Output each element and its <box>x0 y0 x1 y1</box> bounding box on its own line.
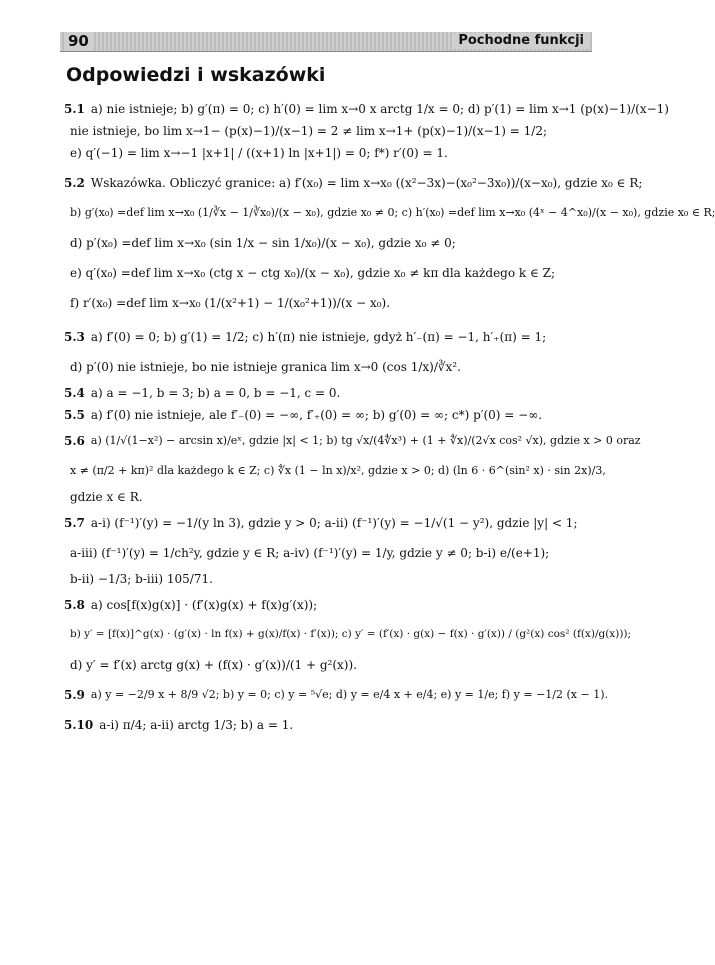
problem-number: 5.4 <box>64 385 85 400</box>
answer-text: a) a = −1, b = 3; b) a = 0, b = −1, c = 0. <box>90 385 341 400</box>
answer-line <box>64 228 594 258</box>
answer-text: b) y′ = [f(x)]^g(x) · (g′(x) · ln f(x) + g(x)/f(x) · f′(x)); c) y′ = (f′(x) · g(x) − f(x) · g′(x)) / (g²(x) cos² (f(x)/g(x))); <box>70 628 632 641</box>
answer-line <box>64 650 594 680</box>
problem-number: 5.3 <box>64 329 85 344</box>
answer-text: d) p′(x₀) =def lim x→x₀ (sin 1/x − sin 1/x₀)/(x − x₀), gdzie x₀ ≠ 0; <box>70 235 456 250</box>
answer-line <box>64 322 594 352</box>
answer-line <box>64 288 594 318</box>
answer-line <box>64 98 669 120</box>
answer-line <box>64 168 643 198</box>
answer-text: a-iii) (f⁻¹)′(y) = 1/ch²y, gdzie y ∈ R; a-iv) (f⁻¹)′(y) = 1/y, gdzie y ≠ 0; b-i) e/(e+1); <box>70 545 550 560</box>
section-title: Odpowiedzi i wskazówki <box>66 64 326 86</box>
problem-number: 5.10 <box>64 717 94 732</box>
answer-line <box>64 258 594 288</box>
problem-number: 5.1 <box>64 101 85 116</box>
answer-text: b) g′(x₀) =def lim x→x₀ (1/∛x − 1/∛x₀)/(x − x₀), gdzie x₀ ≠ 0; c) h′(x₀) =def lim x→x₀ (4ˣ − 4^x₀)/(x − x₀), gdzie x₀ ∈ R; <box>70 206 715 220</box>
answer-text: f) r′(x₀) =def lim x→x₀ (1/(x²+1) − 1/(x₀²+1))/(x − x₀). <box>70 295 391 310</box>
answer-line <box>64 120 594 142</box>
answer-text: Wskazówka. Obliczyć granice: a) f′(x₀) = lim x→x₀ ((x²−3x)−(x₀²−3x₀))/(x−x₀), gdzie x₀ ∈ R; <box>90 175 643 190</box>
answer-text: x ≠ (π/2 + kπ)² dla każdego k ∈ Z; c) ∜x (1 − ln x)/x², gdzie x > 0; d) (ln 6 · 6^(sin² x) · sin 2x)/3, <box>70 464 606 478</box>
answer-line <box>64 680 608 710</box>
answer-line <box>64 382 594 404</box>
answer-text: a) cos[f(x)g(x)] · (f′(x)g(x) + f(x)g′(x)); <box>90 597 318 612</box>
answer-text: a) f′(0) nie istnieje, ale f′₋(0) = −∞, f′₊(0) = ∞; b) g′(0) = ∞; c*) p′(0) = −∞. <box>90 407 543 422</box>
answer-line <box>64 352 594 382</box>
answer-line <box>64 538 594 568</box>
page-number: 90 <box>64 32 93 51</box>
answer-text: d) p′(0) nie istnieje, bo nie istnieje granica lim x→0 (cos 1/x)/∛x². <box>70 359 461 374</box>
answer-line <box>64 568 594 590</box>
page-header <box>60 32 592 52</box>
problem-number: 5.6 <box>64 433 85 448</box>
answer-line <box>64 198 715 228</box>
answer-text: a-i) π/4; a-ii) arctg 1/3; b) a = 1. <box>99 717 294 732</box>
problem-number: 5.8 <box>64 597 85 612</box>
answers-body <box>64 98 715 740</box>
answer-text: gdzie x ∈ R. <box>70 489 143 504</box>
answer-text: nie istnieje, bo lim x→1− (p(x)−1)/(x−1) = 2 ≠ lim x→1+ (p(x)−1)/(x−1) = 1/2; <box>70 123 548 138</box>
problem-number: 5.7 <box>64 515 85 530</box>
answer-text: e) q′(x₀) =def lim x→x₀ (ctg x − ctg x₀)/(x − x₀), gdzie x₀ ≠ kπ dla każdego k ∈ Z; <box>70 265 556 280</box>
answer-line <box>64 620 632 650</box>
answer-line <box>64 486 594 508</box>
answer-text: a) (1/√(1−x²) − arcsin x)/eˣ, gdzie |x| < 1; b) tg √x/(4∜x³) + (1 + ∜x)/(2√x cos² √x), gdzie x > 0 oraz <box>90 434 641 448</box>
problem-number: 5.2 <box>64 175 85 190</box>
answer-text: d) y′ = f′(x) arctg g(x) + (f(x) · g′(x))/(1 + g²(x)). <box>70 657 357 672</box>
answer-text: a) nie istnieje; b) g′(π) = 0; c) h′(0) = lim x→0 x arctg 1/x = 0; d) p′(1) = lim x→1 (p(x)−1)/(x−1) <box>90 101 669 116</box>
running-title: Pochodne funkcji <box>454 33 588 49</box>
answer-line <box>64 508 594 538</box>
problem-number: 5.9 <box>64 687 85 702</box>
answer-line <box>64 426 641 456</box>
answer-line <box>64 590 594 620</box>
answer-line <box>64 456 606 486</box>
answer-text: e) q′(−1) = lim x→−1 |x+1| / ((x+1) ln |x+1|) = 0; f*) r′(0) = 1. <box>70 145 448 160</box>
answer-line <box>64 404 594 426</box>
answer-text: a) f′(0) = 0; b) g′(1) = 1/2; c) h′(π) nie istnieje, gdyż h′₋(π) = −1, h′₊(π) = 1; <box>90 329 547 344</box>
problem-number: 5.5 <box>64 407 85 422</box>
answer-text: a) y = −2/9 x + 8/9 √2; b) y = 0; c) y = ⁵√e; d) y = e/4 x + e/4; e) y = 1/e; f) y = −1/2 (x − 1). <box>90 688 608 702</box>
answer-line <box>64 710 594 740</box>
answer-text: a-i) (f⁻¹)′(y) = −1/(y ln 3), gdzie y > 0; a-ii) (f⁻¹)′(y) = −1/√(1 − y²), gdzie |y| < 1; <box>90 515 578 530</box>
answer-text: b-ii) −1/3; b-iii) 105/71. <box>70 571 213 586</box>
answer-line <box>64 142 594 164</box>
